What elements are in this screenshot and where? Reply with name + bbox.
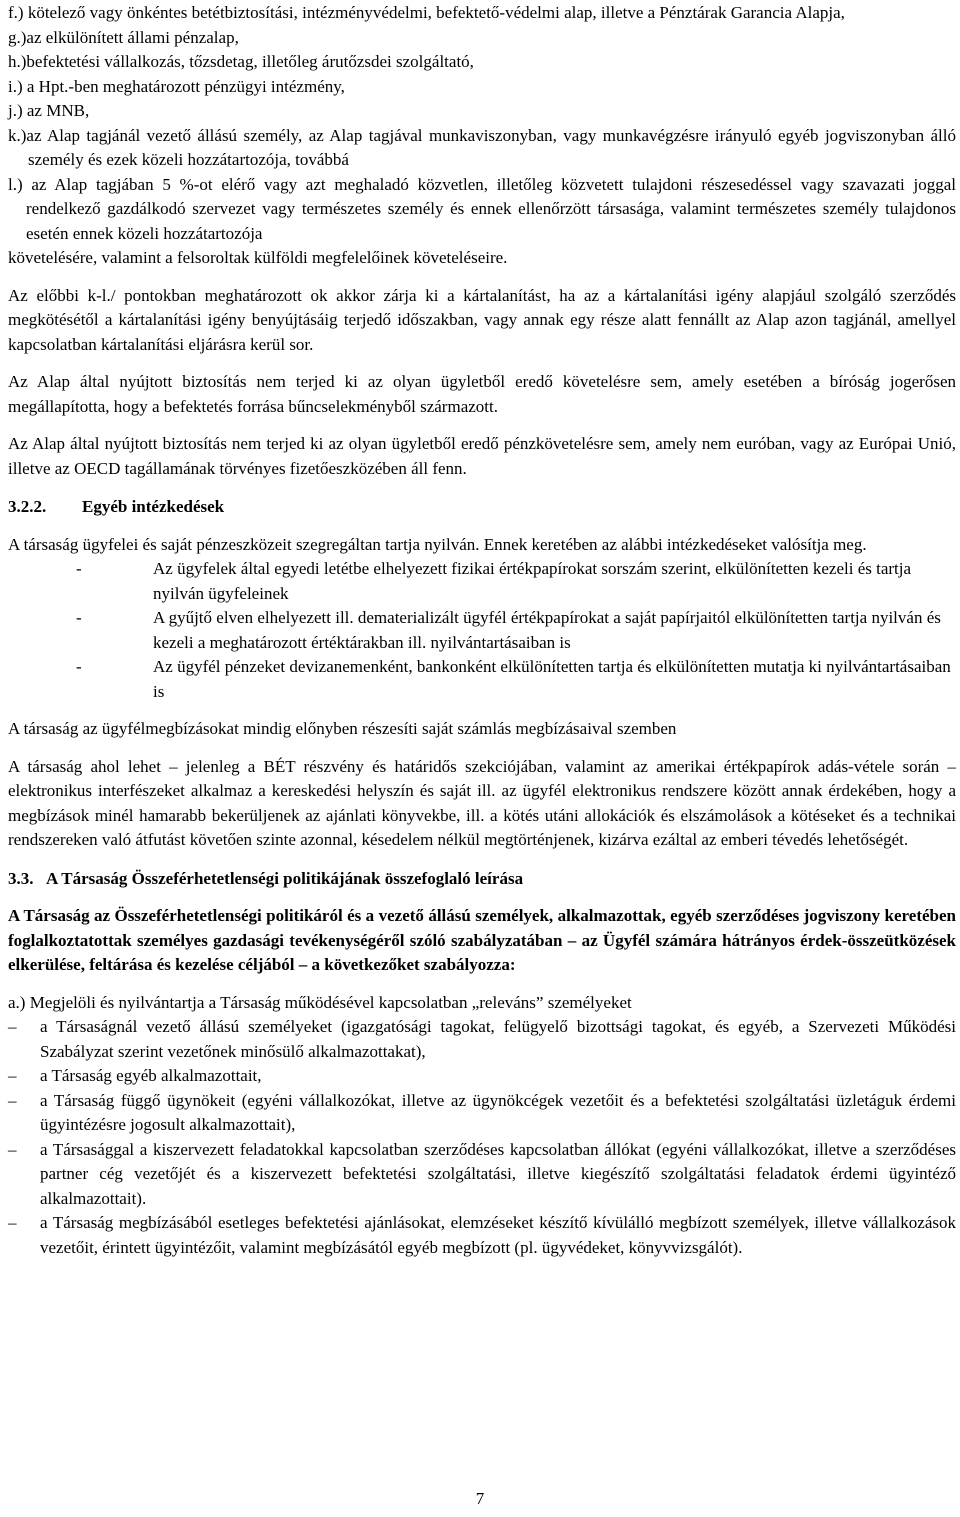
dash-marker: – bbox=[8, 1017, 17, 1036]
list-item-g: g.)az elkülönített állami pénzalap, bbox=[8, 27, 239, 47]
page-number: 7 bbox=[475, 1489, 485, 1508]
dash-marker: - bbox=[76, 559, 82, 578]
list-item: – a Társaság egyéb alkalmazottait, bbox=[8, 1064, 956, 1089]
dash-marker: - bbox=[76, 608, 82, 627]
dash-marker: – bbox=[8, 1139, 17, 1159]
list-item: - A gyűjtő elven elhelyezett ill. dematerializált ügyfél értékpapírokat a saját papírjaitól elkülönítetten tartja nyilván és kezeli a meghatározott értéktárakban ill. nyilvántartásaiban is bbox=[76, 608, 941, 652]
section-heading-3-3 bbox=[8, 867, 956, 892]
relevant-persons-list bbox=[8, 1015, 956, 1260]
list-item-l: l.) az Alap tagjában 5 %-ot elérő vagy azt meghaladó közvetlen, illetőleg közvetett tulajdoni részesedéssel vagy szavazati joggal rendelkező gazdálkodó szervezet vagy természetes személy és ennek ellenőrzött társasága, valamint természetes személy tulajdonos esetén ennek közeli hozzátartozója bbox=[8, 174, 956, 243]
list-item: – a Társasággal a kiszervezett feladatokkal kapcsolatban szerződéses kapcsolatban állókat (egyéni vállalkozókat, illetve a szerződéses partner cég vezetőjét és a kiszervezett befektetési szolgáltatási, illetve kiegészítő szolgáltatási feladatok érdemi ügyintéző alkalmazottait). bbox=[8, 1139, 956, 1208]
dash-marker: – bbox=[8, 1066, 17, 1085]
list-item-k: k.)az Alap tagjánál vezető állású személy, az Alap tagjával munkaviszonyban, vagy munkavégzésre irányuló egyéb jogviszonyban álló személy és ezek közeli hozzátartozója, továbbá bbox=[8, 125, 956, 169]
paragraph-policy-summary: A Társaság az Összeférhetetlenségi politikáról és a vezető állású személyek, alkalmazottak, egyéb szerződéses jogviszony keretében foglalkoztatottak személyes gazdasági tevékenységéről szóló szabályzatában – az Ügyfél számára hátrányos érdek-összeütközések elkerülése, feltárása és kezelése céljából – a következőket szabályozza: bbox=[8, 906, 956, 974]
section-title: Egyéb intézkedések bbox=[82, 497, 225, 516]
claims-line: követelésére, valamint a felsoroltak külföldi megfelelőinek követeléseire. bbox=[8, 248, 508, 267]
top-list bbox=[8, 1, 956, 246]
section-heading-3-2-2 bbox=[8, 495, 956, 520]
section-number: 3.3. bbox=[8, 868, 34, 888]
document-page bbox=[8, 0, 956, 1260]
list-item-h: h.)befektetési vállalkozás, tőzsdetag, illetőleg árutőzsdei szolgáltató, bbox=[8, 52, 474, 71]
paragraph-priority: A társaság az ügyfélmegbízásokat mindig előnyben részesíti saját számlás megbízásaival szemben bbox=[8, 719, 677, 738]
paragraph-kl: Az előbbi k-l./ pontokban meghatározott ok akkor zárja ki a kártalanítást, ha az a kártalanítási igény alapjául szolgáló szerződés megkötésétől a kártalanítási igény benyújtásáig terjedő időszakban, vagy annak egy része alatt fennállt az Alap azon tagjánál, amellyel kapcsolatban kártalanítási eljárásra kerül sor. bbox=[8, 285, 956, 354]
paragraph-currency: Az Alap által nyújtott biztosítás nem terjed ki az olyan ügyletből eredő pénzkövetelésre sem, amely nem euróban, vagy az Európai Unió, illetve az OECD tagállamának törvényes fizetőeszközében áll fenn. bbox=[8, 434, 956, 478]
paragraph-court: Az Alap által nyújtott biztosítás nem terjed ki az olyan ügyletből eredő követelésre sem, amely esetében a bíróság jogerősen megállapította, hogy a befektetés forrása bűncselekményből származott. bbox=[8, 372, 956, 416]
list-item-f: f.) kötelező vagy önkéntes betétbiztosítási, intézményvédelmi, befektető-védelmi alap, illetve a Pénztárak Garancia Alapja, bbox=[8, 3, 845, 22]
dash-marker: – bbox=[8, 1213, 17, 1232]
section-number: 3.2.2. bbox=[8, 497, 47, 516]
list-item: – a Társaság függő ügynökeit (egyéni vállalkozókat, illetve az ügynökcégek vezetőit és a befektetési szolgáltatási üzletáguk érdemi ügyintézésre jogosult alkalmazottait), bbox=[8, 1090, 956, 1134]
list-item: - Az ügyfél pénzeket devizanemenként, bankonként elkülönítetten tartja és elkülönítetten mutatja ki nyilvántartásaiban is bbox=[76, 657, 951, 701]
dash-marker: - bbox=[76, 657, 82, 676]
dash-marker: – bbox=[8, 1090, 17, 1110]
paragraph-segregated: A társaság ügyfelei és saját pénzeszközeit szegregáltan tartja nyilván. Ennek keretében az alábbi intézkedéseket valósítja meg. bbox=[8, 534, 867, 554]
item-a: a.) Megjelöli és nyilvántartja a Társaság működésével kapcsolatban „releváns” személyeket bbox=[8, 992, 632, 1012]
list-item-i: i.) a Hpt.-ben meghatározott pénzügyi intézmény, bbox=[8, 76, 345, 96]
list-item-j: j.) az MNB, bbox=[8, 101, 90, 120]
measures-list bbox=[8, 557, 956, 704]
paragraph-bet: A társaság ahol lehet – jelenleg a BÉT részvény és határidős szekciójában, valamint az amerikai értékpapírok adás-vétele során – elektronikus interfészeket alkalmaz a kereskedési helyszín és saját ill. az ügyfél elektronikus rendszere között annak érdekében, hogy a megbízások minél hamarabb bekerüljenek az ajánlati könyvekbe, ill. a kötés utáni allokációk és elszámolások a kötéseket és a technikai rendszereken való átfutást követően szinte azonnal, késedelem nélkül megtörténjenek, kizárva ezáltal az emberi tévedés lehetőségét. bbox=[8, 756, 956, 849]
list-item: – a Társaságnál vezető állású személyeket (igazgatósági tagokat, felügyelő bizottsági tagokat, és egyéb, a Szervezeti Működési Szabályzat szerint vezetőnek minősülő alkalmazottakat), bbox=[8, 1017, 956, 1061]
section-title: A Társaság Összeférhetetlenségi politikájának összefoglaló leírása bbox=[46, 868, 524, 888]
list-item: - Az ügyfelek által egyedi letétbe elhelyezett fizikai értékpapírokat sorszám szerint, elkülönítetten kezeli és tartja nyilván ügyfeleinek bbox=[76, 559, 912, 603]
list-item: – a Társaság megbízásából esetleges befektetési ajánlásokat, elemzéseket készítő kívülálló megbízott személyek, illetve vállalkozások vezetőit, érintett ügyintézőit, valamint megbízásától egyéb megbízott (pl. ügyvédeket, könyvvizsgálót). bbox=[8, 1213, 956, 1257]
